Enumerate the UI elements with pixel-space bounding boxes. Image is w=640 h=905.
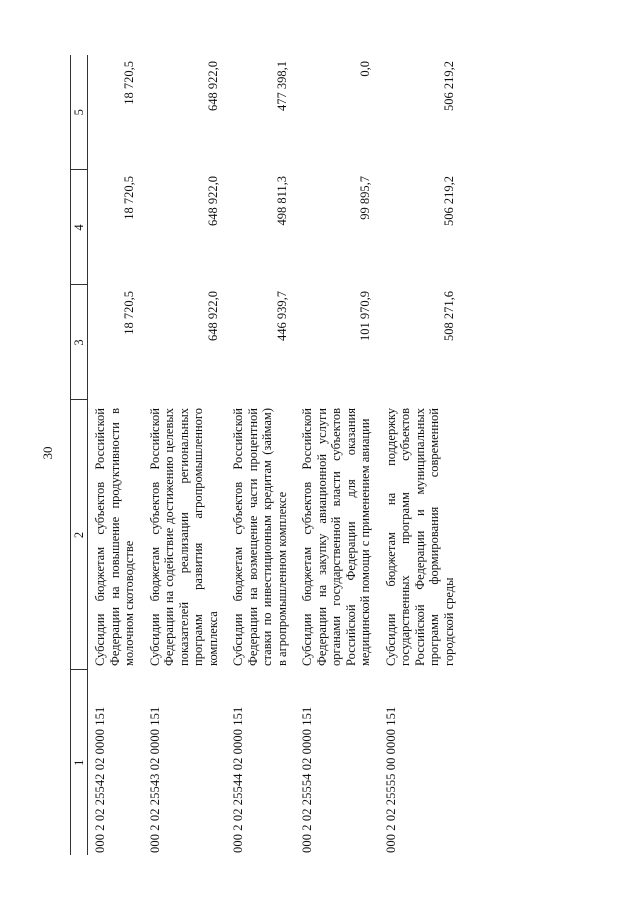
budget-table-sheet [70,55,576,855]
amount-cell-col5: 648 922,0 [205,61,220,111]
description-cell: Субсидии бюджетам субъектов Российской Федерации на содействие достижению целевых показателей реализации региональных программ развития агропромышленного комплекса [147,408,220,666]
table-row [295,55,379,855]
budget-code-cell: 000 2 02 25544 02 0000 151 [231,706,245,853]
column-header-5: 5 [71,55,88,170]
column-header-1: 1 [71,670,88,855]
column-header-3: 3 [71,285,88,400]
amount-cell-col5: 477 398,1 [274,61,289,111]
table-row [88,55,143,855]
table-row [226,55,295,855]
amount-cell-col4: 99 895,7 [358,176,372,220]
amount-cell-col3: 508 271,6 [441,291,456,341]
amount-cell-col3: 101 970,9 [358,291,372,341]
amount-cell-col4: 18 720,5 [122,176,136,220]
table-row [143,55,227,855]
amount-cell-col5: 506 219,2 [441,61,456,111]
budget-code-cell: 000 2 02 25554 02 0000 151 [300,706,314,853]
description-cell: Субсидии бюджетам субъектов Российской Федерации на возмещение части процентной ставки по инвестиционным кредитам (займам) в агропромышленном комплексе [231,408,289,666]
budget-code-cell: 000 2 02 25543 02 0000 151 [147,706,162,853]
budget-code-cell: 000 2 02 25542 02 0000 151 [93,706,107,853]
budget-code-cell: 000 2 02 25555 00 0000 151 [383,706,398,853]
description-cell: Субсидии бюджетам на поддержку государственных программ субъектов Российской Федерации и муниципальных программ формирования современной городской среды [383,408,456,666]
column-header-2: 2 [71,400,88,670]
amount-cell-col3: 18 720,5 [122,291,136,335]
budget-table [70,55,462,855]
description-cell: Субсидии бюджетам субъектов Российской Федерации на закупку авиационной услуги органами государственной власти субъектов Российской Федерации для оказания медицинской помощи с применением авиации [300,408,372,666]
table-row [379,55,463,855]
amount-cell-col3: 648 922,0 [205,291,220,341]
header-row [71,55,88,855]
amount-cell-col5: 18 720,5 [122,61,136,105]
amount-cell-col4: 506 219,2 [441,176,456,226]
amount-cell-col4: 498 811,3 [274,176,289,226]
amount-cell-col4: 648 922,0 [205,176,220,226]
amount-cell-col5: 0,0 [358,61,372,77]
amount-cell-col3: 446 939,7 [274,291,289,341]
column-header-4: 4 [71,170,88,285]
page-number: 30 [40,446,55,460]
description-cell: Субсидии бюджетам субъектов Российской Федерации на повышение продуктивности в молочном скотоводстве [93,408,136,666]
